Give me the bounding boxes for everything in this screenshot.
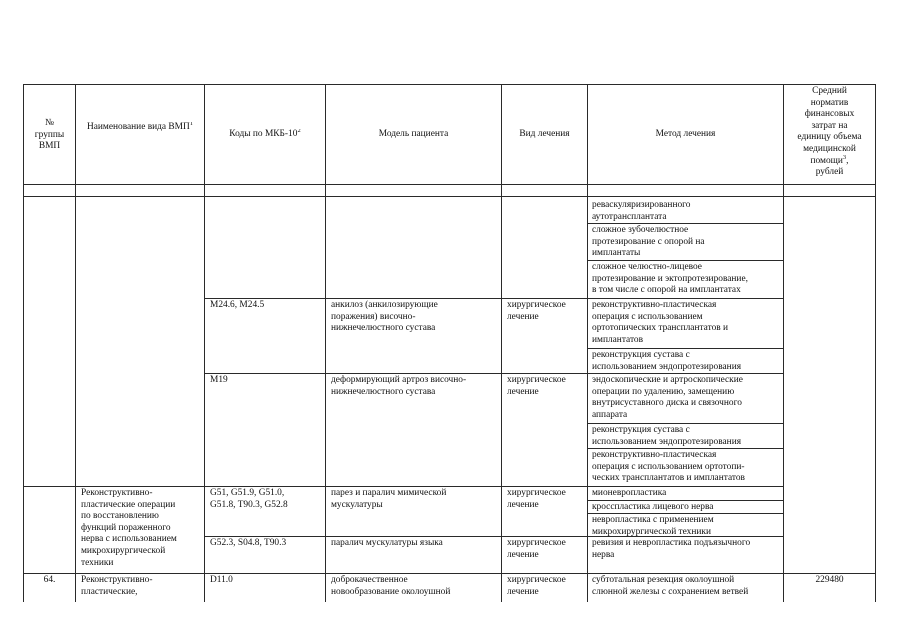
method-cell: реконструкция сустава с использованием эндопротезирования bbox=[592, 425, 742, 447]
header-group-number: № группы ВМП bbox=[34, 118, 65, 152]
method-separator bbox=[587, 500, 783, 501]
method-cell: кросспластика лицевого нерва bbox=[592, 502, 714, 512]
method-cell: сложное зубочелюстное протезирование с опорой на имплантаты bbox=[592, 225, 705, 259]
treatment-type-cell: хирургическое лечение bbox=[507, 575, 566, 597]
numbering-row-border bbox=[23, 196, 875, 197]
patient-model-cell: доброкачественное новообразование околоушной bbox=[331, 575, 451, 597]
icd-codes-cell: M24.6, M24.5 bbox=[210, 300, 265, 310]
icd-codes-cell: G51, G51.9, G51.0, G51.8, T90.3, G52.8 bbox=[210, 488, 288, 510]
method-cell: мионевропластика bbox=[592, 488, 667, 498]
vmp-name-cell: Реконструктивно- пластические, bbox=[81, 575, 153, 597]
row-separator-group bbox=[23, 486, 783, 487]
group-number-cell: 64. bbox=[43, 575, 56, 585]
method-cell: сложное челюстно-лицевое протезирование и эктопротезирование, в том числе с опорой на имплантатах bbox=[592, 262, 748, 296]
method-cell: реконструкция сустава с использованием эндопротезирования bbox=[592, 350, 742, 372]
method-separator bbox=[587, 348, 783, 349]
row-separator-m24 bbox=[204, 298, 783, 299]
header-icd-codes: Коды по МКБ-$10^2$ bbox=[229, 129, 301, 139]
col-border bbox=[204, 84, 205, 602]
icd-codes-cell: M19 bbox=[210, 375, 228, 385]
method-cell: эндоскопические и артроскопические операции по удалению, замещению внутрисуставного диска и связочного аппарата bbox=[592, 375, 743, 420]
method-cell: реконструктивно-пластическая операция с использованием ортотопи- ческих трансплантатов и имплантатов bbox=[592, 450, 745, 484]
table-left-border bbox=[23, 84, 24, 602]
method-cell: ревизия и невропластика подъязычного нерва bbox=[592, 538, 751, 560]
table-right-border bbox=[875, 84, 876, 602]
header-bottom-border bbox=[23, 184, 875, 185]
icd-codes-cell: D11.0 bbox=[210, 575, 233, 585]
col-border bbox=[587, 84, 588, 602]
patient-model-cell: парез и паралич мимической мускулатуры bbox=[331, 488, 447, 510]
header-average-cost: Средний норматив финансовых затрат на единицу объема медицинской помощи$^3$, рублей bbox=[797, 86, 862, 178]
header-vmp-name: Наименование вида ВМП$^1$ bbox=[86, 122, 194, 132]
patient-model-cell: паралич мускулатуры языка bbox=[331, 538, 443, 548]
average-cost-cell: 229480 bbox=[815, 575, 844, 585]
treatment-type-cell: хирургическое лечение bbox=[507, 538, 566, 560]
row-separator-64 bbox=[23, 573, 875, 574]
vmp-name-cell: Реконструктивно- пластические операции по восстановлению функций пораженного нерва с использованием микрохирургической техники bbox=[81, 488, 177, 568]
method-separator bbox=[587, 260, 783, 261]
patient-model-cell: анкилоз (анкилозирующие поражения) височно- нижнечелюстного сустава bbox=[331, 300, 438, 334]
method-cell: реваскуляризированного аутотрансплантата bbox=[592, 200, 691, 222]
header-patient-model: Модель пациента bbox=[378, 129, 449, 139]
method-cell: невропластика с применением микрохирургической техники bbox=[592, 515, 714, 537]
treatment-type-cell: хирургическое лечение bbox=[507, 375, 566, 397]
header-treatment-method: Метод лечения bbox=[655, 129, 716, 139]
col-border bbox=[75, 84, 76, 602]
header-treatment-type: Вид лечения bbox=[519, 129, 570, 139]
table-top-border bbox=[23, 84, 875, 85]
treatment-type-cell: хирургическое лечение bbox=[507, 488, 566, 510]
icd-codes-cell: G52.3, S04.8, T90.3 bbox=[210, 538, 287, 548]
col-border bbox=[325, 84, 326, 602]
col-border bbox=[501, 84, 502, 602]
method-separator bbox=[587, 423, 783, 424]
method-cell: субтотальная резекция околоушной слюнной железы с сохранением ветвей bbox=[592, 575, 749, 597]
patient-model-cell: деформирующий артроз височно- нижнечелюстного сустава bbox=[331, 375, 467, 397]
method-cell: реконструктивно-пластическая операция с использованием ортотопических трансплантатов и имплантатов bbox=[592, 300, 729, 345]
treatment-type-cell: хирургическое лечение bbox=[507, 300, 566, 322]
